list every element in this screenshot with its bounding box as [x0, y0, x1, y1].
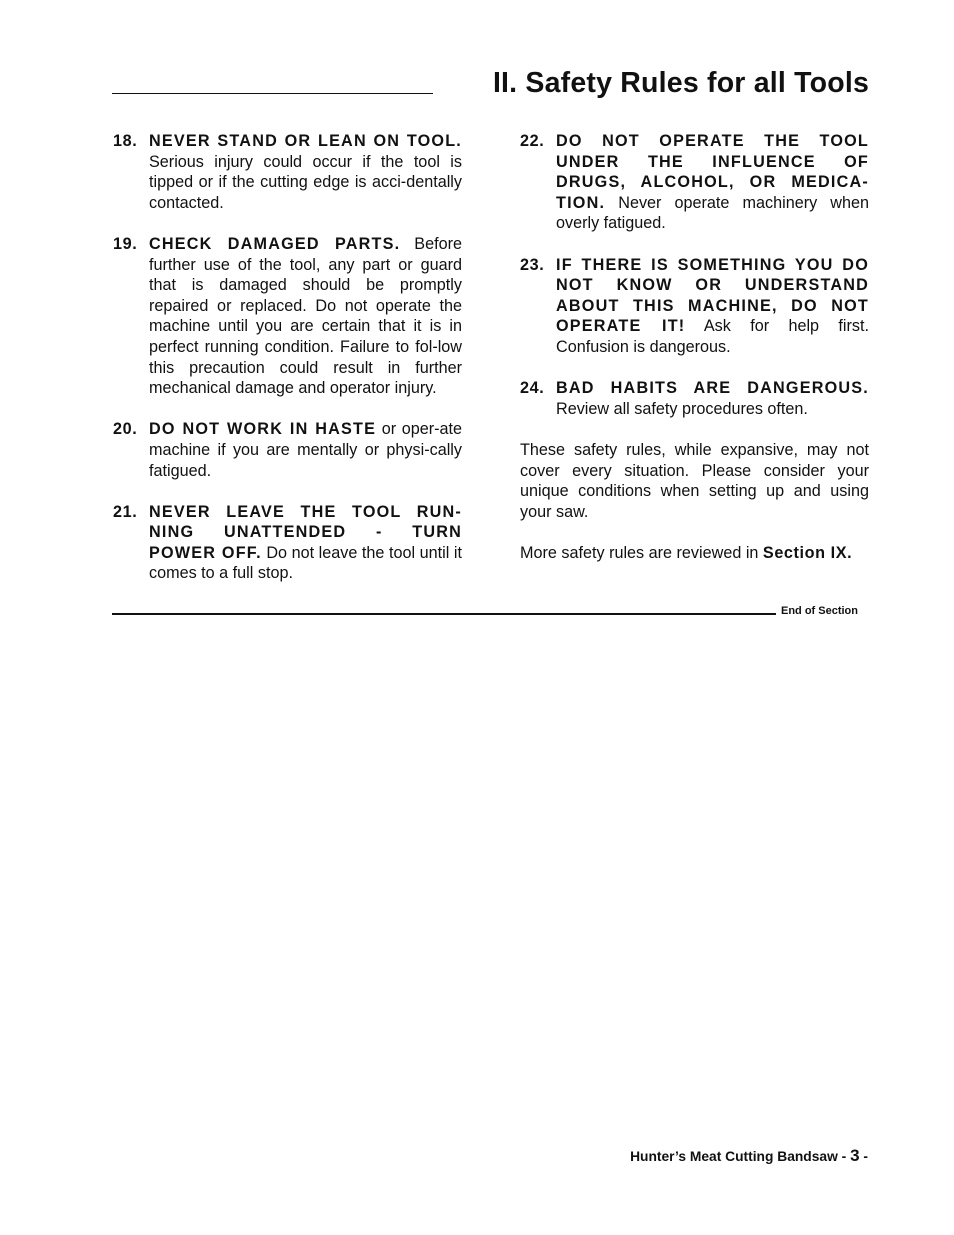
- rule-text: Serious injury could occur if the tool is tipped or if the cutting edge is acci-dentally contacted.: [149, 152, 462, 212]
- section-reference-prefix: More safety rules are reviewed in: [520, 543, 763, 562]
- rule-body: [556, 378, 869, 419]
- rule-text: Do not leave the tool until it comes to a full stop.: [149, 543, 462, 583]
- rule-text: Before further use of the tool, any part or guard that is damaged should be promptly repaired or replaced. Do not operate the machine until you are certain that it is in perfect running condition. Failure to fol-low this precaution could result in further mechanical damage and operator injury.: [149, 234, 462, 398]
- section-reference-link: Section IX.: [762, 543, 853, 562]
- left-column: [113, 131, 462, 605]
- safety-rule-18: [113, 131, 462, 213]
- header-rule: [112, 93, 433, 94]
- rule-number: 24.: [520, 379, 545, 398]
- rule-heading: DO NOT WORK IN HASTE: [149, 420, 377, 439]
- rule-body: [149, 419, 462, 481]
- rule-body: [556, 255, 869, 358]
- rule-number: 21.: [113, 502, 138, 521]
- end-of-section-rule: [112, 613, 776, 615]
- footer-title: Hunter’s Meat Cutting Bandsaw: [630, 1149, 838, 1164]
- page-number: 3: [850, 1146, 860, 1165]
- safety-rule-20: [113, 419, 462, 481]
- rule-heading: CHECK DAMAGED PARTS.: [149, 234, 401, 253]
- section-reference-paragraph: [520, 543, 869, 564]
- footer-separator: -: [859, 1149, 868, 1164]
- rule-text: Review all safety procedures often.: [556, 399, 808, 418]
- rule-text: or oper-ate machine if you are mentally or physi-cally fatigued.: [149, 420, 462, 480]
- rule-number: 22.: [520, 132, 545, 150]
- rule-heading: NEVER LEAVE THE TOOL RUN-NING UNATTENDED - TURN POWER OFF.: [149, 502, 462, 562]
- end-of-section-label: End of Section: [781, 605, 858, 617]
- section-title: II. Safety Rules for all Tools: [492, 67, 869, 99]
- right-column: [520, 131, 869, 584]
- safety-rule-24: [520, 378, 869, 419]
- safety-rule-22: [520, 131, 869, 234]
- rule-number: 19.: [113, 234, 138, 253]
- safety-rule-23: [520, 255, 869, 358]
- closing-paragraph: These safety rules, while expansive, may not cover every situation. Please consider your unique conditions when setting up and using your saw.: [520, 440, 869, 521]
- rule-number: 18.: [113, 132, 138, 150]
- rule-text: Ask for help first. Confusion is dangerous.: [556, 317, 869, 356]
- rule-text: Never operate machinery when overly fatigued.: [556, 193, 869, 233]
- rule-number: 23.: [520, 255, 545, 274]
- rule-heading: BAD HABITS ARE DANGEROUS.: [556, 379, 869, 398]
- rule-heading: IF THERE IS SOMETHING YOU DO NOT KNOW OR UNDERSTAND ABOUT THIS MACHINE, DO NOT OPERATE IT!: [556, 255, 869, 336]
- rule-heading: NEVER STAND OR LEAN ON TOOL.: [149, 132, 462, 150]
- rule-body: [556, 131, 869, 234]
- page-footer: [630, 1146, 868, 1166]
- safety-rule-21: [113, 502, 462, 584]
- safety-rule-19: [113, 234, 462, 399]
- rule-heading: DO NOT OPERATE THE TOOL UNDER THE INFLUENCE OF DRUGS, ALCOHOL, OR MEDICA-TION.: [556, 132, 869, 212]
- rule-body: [149, 131, 462, 213]
- rule-number: 20.: [113, 420, 138, 439]
- rule-body: [149, 502, 462, 584]
- footer-separator: -: [837, 1149, 851, 1164]
- rule-body: [149, 234, 462, 399]
